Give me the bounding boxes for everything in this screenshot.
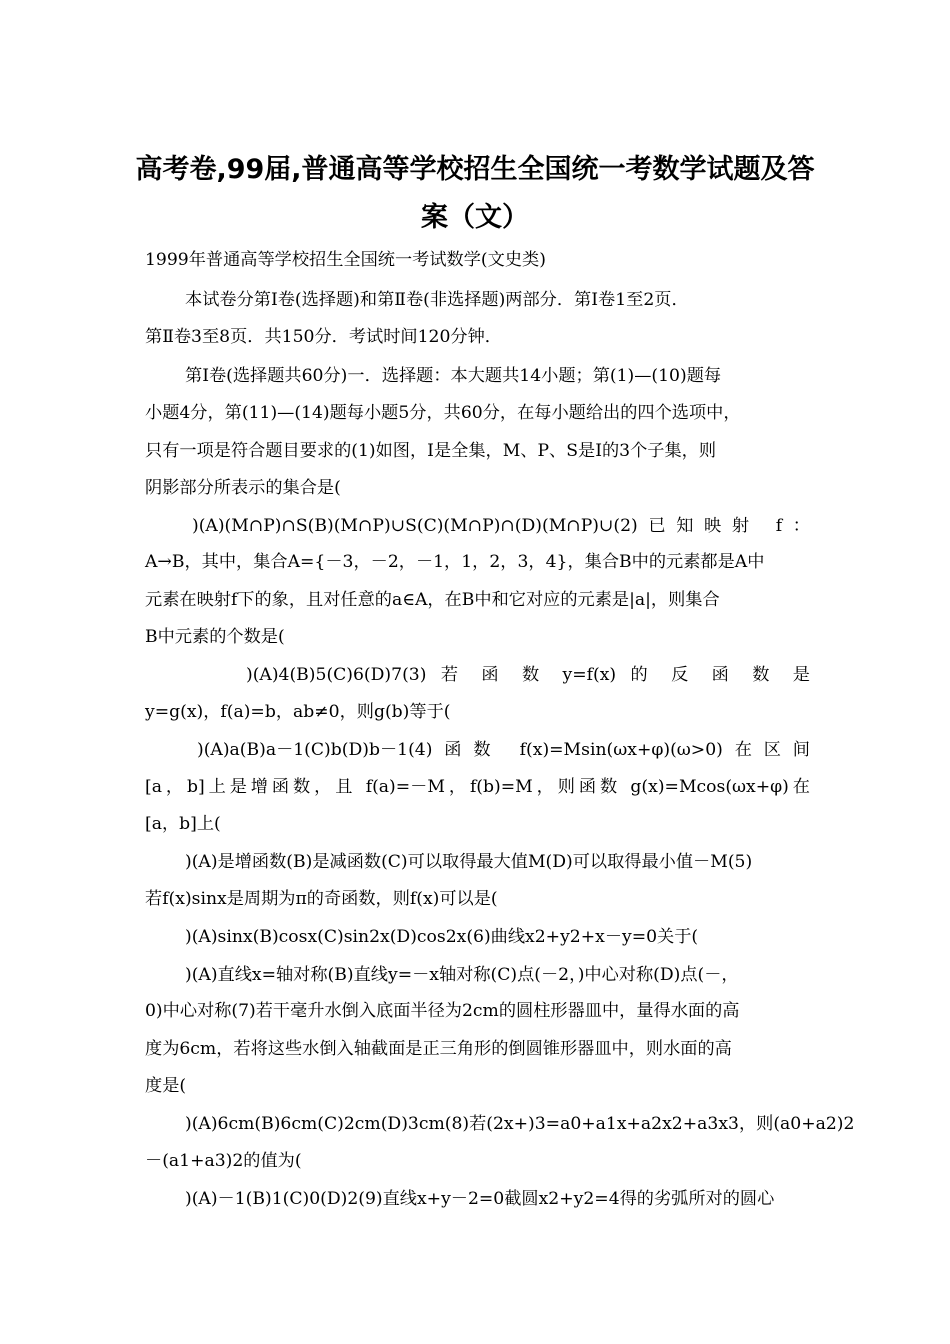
paragraph-line: y=g(x)，f(a)=b，ab≠0，则g(b)等于( [145, 702, 451, 722]
paragraph-line: )(A)6cm(B)6cm(C)2cm(D)3cm(8)若(2x+)3=a0+a1x+a2x2+a3x3，则(a0+a2)2 [185, 1114, 855, 1134]
paragraph-line: 小题4分，第(11)—(14)题每小题5分，共60分，在每小题给出的四个选项中， [145, 403, 741, 423]
paragraph-line: 元素在映射f下的象，且对任意的a∈A，在B中和它对应的元素是|a|，则集合 [145, 590, 720, 610]
paragraph-line: )(A)4(B)5(C)6(D)7(3) 若 函 数 y=f(x) 的 反 函 数 是 [246, 665, 810, 685]
paragraph-line: 若f(x)sinx是周期为π的奇函数，则f(x)可以是( [145, 889, 498, 909]
paragraph-line: －(a1+a3)2的值为( [145, 1151, 302, 1171]
paragraph-line: B中元素的个数是( [145, 627, 285, 647]
paragraph-line: 度是( [145, 1076, 187, 1096]
paragraph-line: 0)中心对称(7)若干毫升水倒入底面半径为2cm的圆柱形器皿中，量得水面的高 [145, 1001, 740, 1021]
paragraph-line: [a，b]上( [145, 814, 221, 834]
paragraph-line: )(A)sinx(B)cosx(C)sin2x(D)cos2x(6)曲线x2+y2+x－y=0关于( [185, 927, 699, 947]
paragraph-line: 阴影部分所表示的集合是( [145, 478, 341, 498]
paragraph-line: )(A)是增函数(B)是减函数(C)可以取得最大值M(D)可以取得最小值－M(5) [185, 852, 753, 872]
paragraph-line: [a，b]上是增函数，且 f(a)=－M，f(b)=M，则函数 g(x)=Mcos(ωx+φ)在 [145, 777, 810, 797]
paragraph-line: )(A)－1(B)1(C)0(D)2(9)直线x+y－2=0截圆x2+y2=4得的劣弧所对的圆心 [185, 1189, 775, 1209]
paragraph-line: 度为6cm，若将这些水倒入轴截面是正三角形的倒圆锥形器皿中，则水面的高 [145, 1039, 732, 1059]
document-title-line-2: 案（文） [421, 202, 529, 233]
paragraph-line: 只有一项是符合题目要求的(1)如图，Ⅰ是全集，M、P、S是Ⅰ的3个子集，则 [145, 441, 717, 461]
paragraph-line: 第Ⅰ卷(选择题共60分)一．选择题：本大题共14小题；第(1)—(10)题每 [185, 366, 722, 386]
subtitle-line: 1999年普通高等学校招生全国统一考试数学(文史类) [145, 250, 546, 270]
paragraph-line: )(A)直线x=轴对称(B)直线y=－x轴对称(C)点(－2，)中心对称(D)点(－， [185, 965, 739, 985]
paragraph-line: 第Ⅱ卷3至8页．共150分．考试时间120分钟． [145, 327, 502, 347]
document-title-line-1: 高考卷,99届,普通高等学校招生全国统一考数学试题及答 [135, 154, 815, 185]
paragraph-line: 本试卷分第Ⅰ卷(选择题)和第Ⅱ卷(非选择题)两部分．第Ⅰ卷1至2页． [185, 290, 689, 310]
paragraph-line: )(A)a(B)a－1(C)b(D)b－1(4)函数 f(x)=Msin(ωx+φ)(ω>0)在区间 [197, 740, 810, 760]
paragraph-line: A→B，其中，集合A={－3，－2，－1，1，2，3，4}，集合B中的元素都是A中 [145, 552, 765, 572]
paragraph-line: )(A)(M∩P)∩S(B)(M∩P)∪S(C)(M∩P)∩(D)(M∩P)∪(2)已知映射 f： [192, 516, 810, 536]
